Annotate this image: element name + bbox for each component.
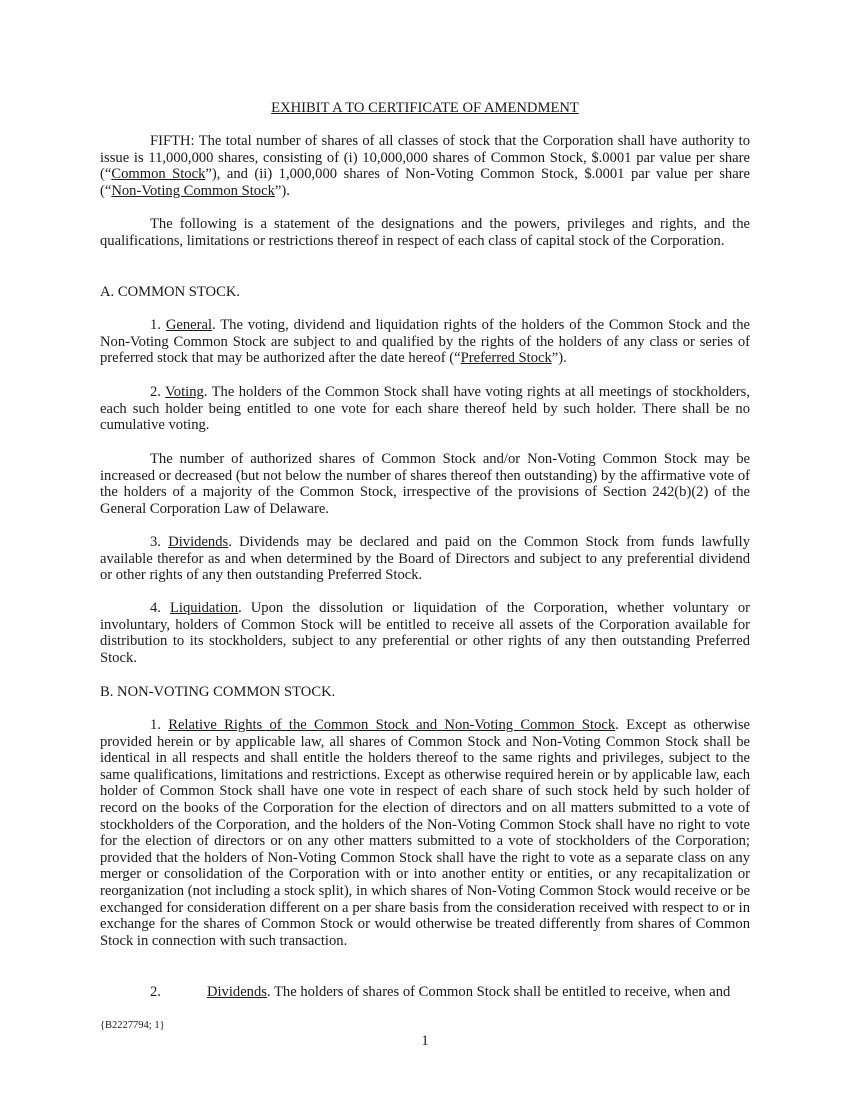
section-b-heading: B. NON-VOTING COMMON STOCK. — [100, 684, 336, 700]
b2-dividends-paragraph: 2. Dividends. The holders of shares of Common Stock shall be entitled to receive, when and — [150, 984, 731, 1000]
a2-heading: Voting — [165, 384, 204, 400]
a3-heading: Dividends — [168, 534, 229, 550]
a4-heading: Liquidation — [169, 600, 239, 616]
a2-voting-paragraph: 2. Voting. The holders of the Common Stock shall have voting rights at all meetings of stockholders, each such holder being entitled to one vote for each share thereof held by such holder. There shall be no cumulative voting. — [100, 384, 750, 434]
section-a-heading: A. COMMON STOCK. — [100, 284, 241, 300]
non-voting-term: Non-Voting Common Stock — [111, 182, 275, 199]
statement-paragraph: The following is a statement of the designations and the powers, privileges and rights, and the qualifications, limitations or restrictions thereof in respect of each class of capital stock of the Corporation. — [100, 216, 750, 249]
a4-liquidation-paragraph: 4. Liquidation. Upon the dissolution or liquidation of the Corporation, whether voluntary or involuntary, holders of Common Stock will be entitled to receive all assets of the Corporation available for distribution to its stockholders, subject to any preferential or other rights of any then outstanding Preferred Stock. — [100, 600, 751, 666]
a3-dividends-paragraph: 3. Dividends. Dividends may be declared and paid on the Common Stock from funds lawfully available therefor as and when determined by the Board of Directors and subject to any preferential dividend or other rights of any then outstanding Preferred Stock. — [100, 534, 751, 584]
authorized-shares-paragraph: The number of authorized shares of Common Stock and/or Non-Voting Common Stock may be increased or decreased (but not below the number of shares thereof then outstanding) by the affirmative vote of the holders of a majority of the Common Stock, irrespective of the provisions of Section 242(b)(2) of the General Corporation Law of Delaware. — [100, 451, 750, 517]
page-number: 1 — [421, 1033, 429, 1049]
fifth-paragraph: FIFTH: The total number of shares of all classes of stock that the Corporation shall have authority to issue is 11,000,000 shares, consisting of (i) 10,000,000 shares of Common Stock, $.0001 par value per share (“Common Stock”), and (ii) 1,000,000 shares of Non-Voting Common Stock, $.0001 par value per share (“Non-Voting Common Stock”). — [100, 133, 751, 199]
document-code: {B2227794; 1} — [100, 1020, 165, 1031]
b2-heading: Dividends — [206, 984, 267, 1000]
a1-heading: General — [165, 317, 212, 333]
b1-heading: Relative Rights of the Common Stock and Non-Voting Common Stock — [168, 717, 616, 733]
page-title: EXHIBIT A TO CERTIFICATE OF AMENDMENT — [271, 100, 579, 116]
preferred-stock-term: Preferred Stock — [460, 350, 552, 367]
a1-general-paragraph: 1. General. The voting, dividend and liquidation rights of the holders of the Common Stock and the Non-Voting Common Stock are subject to and qualified by the rights of the holders of any class or series of preferred stock that may be authorized after the date hereof (“Preferred Stock”). — [100, 317, 750, 367]
b1-relative-rights-paragraph: 1. Relative Rights of the Common Stock and Non-Voting Common Stock. Except as otherwise provided herein or by applicable law, all shares of Common Stock and Non-Voting Common Stock shall be identical in all respects and shall entitle the holders thereof to the same rights and privileges, subject to the same qualifications, limitations and restrictions. Except as otherwise required herein or by applicable law, each holder of Common Stock shall have one vote in respect of each share of such stock held by such holder of record on the books of the Corporation for the election of directors and on all matters submitted to a vote of stockholders of the Corporation, and the holders of the Non-Voting Common Stock shall have no right to vote for the election of directors or on any other matters submitted to a vote of stockholders of the Corporation; provided that the holders of Non-Voting Common Stock shall have the right to vote as a separate class on any merger or consolidation of the Corporation with or into another entity or entities, or any recapitalization or reorganization (not including a stock split), in which shares of Non-Voting Common Stock would receive or be exchanged for consideration different on a per share basis from the consideration received with respect to or in exchange for the shares of Common Stock or would otherwise be treated differently from shares of Common Stock in connection with such transaction. — [100, 717, 750, 949]
common-stock-term: Common Stock — [111, 166, 206, 183]
